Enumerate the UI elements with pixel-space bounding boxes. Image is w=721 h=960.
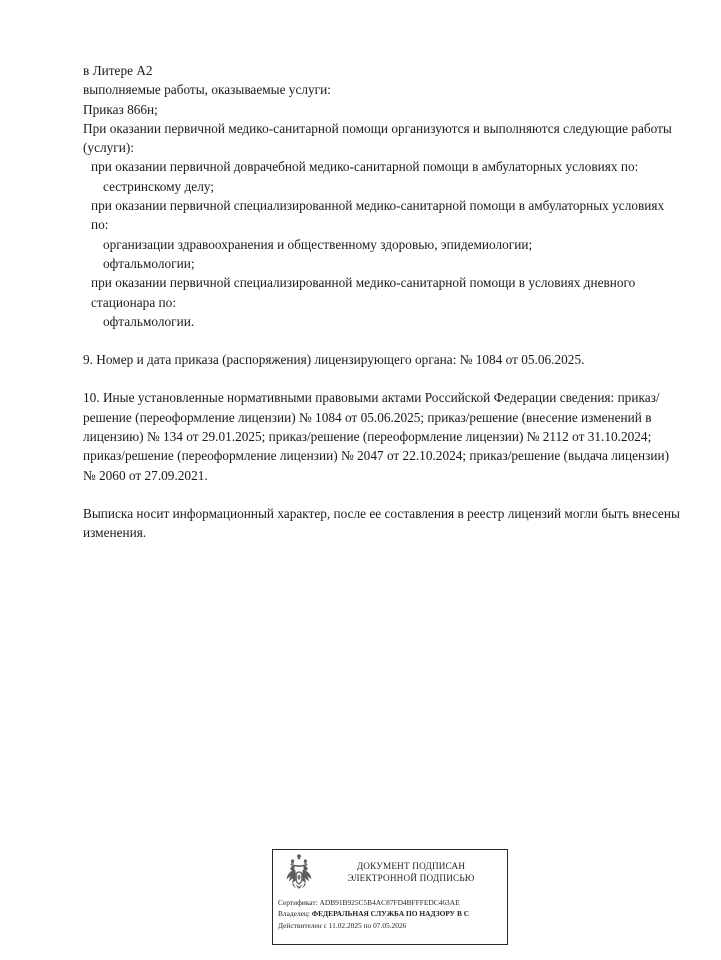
signature-heading-line-1: ДОКУМЕНТ ПОДПИСАН — [356, 861, 466, 872]
text-line-public-health: организации здравоохранения и общественному здоровью, эпидемиологии; — [103, 236, 533, 252]
text-line-pre-medical-outpatient: при оказании первичной доврачебной медико-санитарной помощи в амбулаторных условиях по: — [91, 159, 639, 175]
signature-certificate-row — [278, 897, 507, 908]
item-10-other-information: 10. Иные установленные нормативными правовыми актами Российской Федерации сведения: приказ/решение (переоформление лицензии) № 1084 от 05.06.2025; приказ/решение (внесение изменений в лицензию) № 134 от 29.01.2025; приказ/решение (переоформление лицензии) № 2112 от 31.10.2024; приказ/решение (переоформление лицензии) № 2047 от 22.10.2024; приказ/решение (выдача лицензии) № 2060 от 27.09.2021. — [83, 390, 670, 483]
disclaimer-informational: Выписка носит информационный характер, после ее составления в реестр лицензий могли быть внесены изменения. — [83, 505, 680, 541]
signature-stamp-header — [273, 850, 507, 896]
signature-validity-label: Действителен — [278, 920, 322, 930]
text-line-specialized-day-hospital: при оказании первичной специализированной медико-санитарной помощи в условиях дневного стационара по: — [91, 275, 636, 310]
text-line-works-services: выполняемые работы, оказываемые услуги: — [83, 82, 331, 98]
signature-owner-value: ФЕДЕРАЛЬНАЯ СЛУЖБА ПО НАДЗОРУ В С — [311, 909, 470, 919]
signature-heading-line-2: ЭЛЕКТРОННОЙ ПОДПИСЬЮ — [347, 873, 475, 883]
signature-certificate-value: ADB91B925C5B4AC87FD4BFFFEDC463AE — [319, 898, 460, 907]
signature-certificate-label: Сертификат: — [278, 898, 318, 907]
signature-owner-label: Владелец: — [278, 909, 310, 919]
signature-validity-row — [278, 920, 507, 931]
text-line-order-866n: Приказ 866н; — [83, 101, 158, 117]
text-line-ophthalmology-outpatient: офтальмологии; — [103, 255, 195, 271]
item-9-order-number-date: 9. Номер и дата приказа (распоряжения) лицензирующего органа: № 1084 от 05.06.2025. — [83, 352, 585, 368]
signature-details — [273, 896, 507, 931]
digital-signature-stamp — [272, 849, 508, 945]
text-line-primary-care-intro: При оказании первичной медико-санитарной помощи организуются и выполняются следующие работы (услуги): — [83, 120, 672, 156]
text-line-nursing: сестринскому делу; — [103, 178, 214, 194]
text-line-ophthalmology-day-hospital: офтальмологии. — [103, 313, 195, 329]
document-body — [83, 61, 684, 543]
signature-heading — [319, 861, 507, 884]
text-line-litera: в Литере А2 — [83, 63, 153, 78]
text-line-specialized-outpatient: при оказании первичной специализированной медико-санитарной помощи в амбулаторных условиях по: — [91, 198, 665, 233]
signature-owner-row — [278, 908, 507, 919]
russian-coat-of-arms-icon — [279, 852, 319, 894]
signature-validity-value: с 11.02.2025 по 07.05.2026 — [323, 920, 407, 930]
